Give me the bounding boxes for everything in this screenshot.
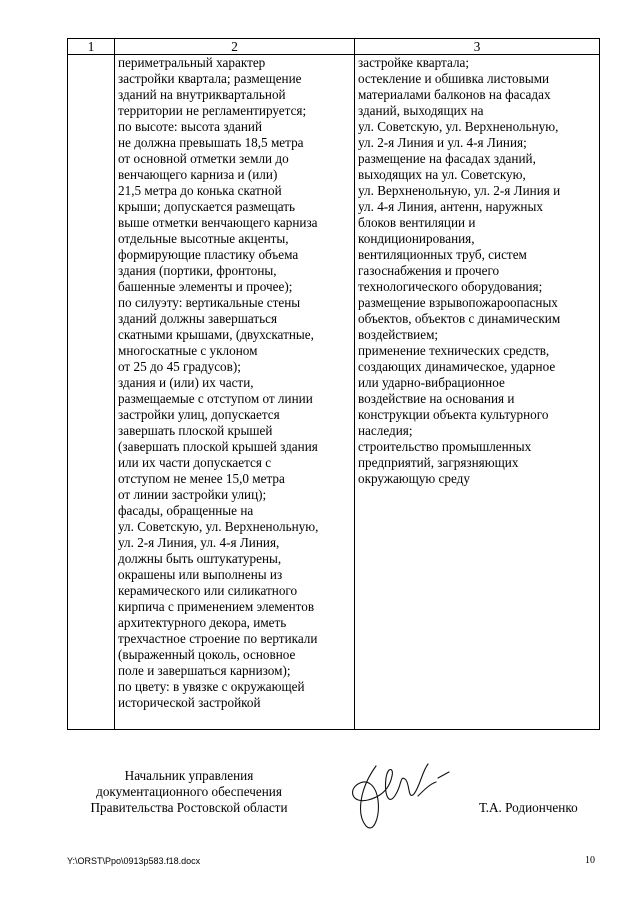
- page-number: 10: [585, 855, 595, 866]
- cell-text-line: размещение на фасадах зданий,: [358, 151, 536, 166]
- cell-text-line: (выраженный цоколь, основное: [118, 647, 296, 662]
- cell-text-line: предприятий, загрязняющих: [358, 455, 519, 470]
- cell-text-line: застройке квартала;: [358, 55, 470, 70]
- cell-text-line: размещаемые с отступом от линии: [118, 391, 313, 406]
- cell-text-line: газоснабжения и прочего: [358, 263, 500, 278]
- cell-text-line: башенные элементы и прочее);: [118, 279, 293, 294]
- cell-text-line: исторической застройкой: [118, 695, 261, 710]
- cell-text-line: зданий должны завершаться: [118, 311, 278, 326]
- handwritten-signature: [338, 756, 450, 836]
- cell-text-line: керамического или силикатного: [118, 583, 298, 598]
- cell-text-line: ул. Советскую, ул. Верхненольную,: [358, 119, 559, 134]
- signatory-title-line: Начальник управления: [124, 768, 254, 783]
- cell-text-line: застройки улиц, допускается: [118, 407, 280, 422]
- cell-text-line: от основной отметки земли до: [118, 151, 289, 166]
- cell-text-line: кондиционирования,: [358, 231, 475, 246]
- cell-text-line: скатными крышами, (двухскатные,: [118, 327, 314, 342]
- cell-text-line: вентиляционных труб, систем: [358, 247, 527, 262]
- cell-text-line: венчающего карниза и (или): [118, 167, 278, 182]
- cell-text-line: территории не регламентируется;: [118, 103, 307, 118]
- cell-text-line: кирпича с применением элементов: [118, 599, 315, 614]
- signatory-title-line: документационного обеспечения: [96, 784, 282, 799]
- file-path: Y:\ORST\Ppo\0913p583.f18.docx: [67, 856, 201, 866]
- cell-text-line: периметральный характер: [118, 55, 266, 70]
- cell-text-line: многоскатные с уклоном: [118, 343, 258, 358]
- column-header-2: 2: [115, 39, 355, 55]
- column-1-cell: [68, 55, 115, 730]
- cell-text-line: ул. Верхненольную, ул. 2-я Линия и: [358, 183, 561, 198]
- cell-text-line: трехчастное строение по вертикали: [118, 631, 318, 646]
- cell-text-line: ул. Советскую, ул. Верхненольную,: [118, 519, 319, 534]
- cell-text-line: конструкции объекта культурного: [358, 407, 549, 422]
- cell-text-line: размещение взрывопожароопасных: [358, 295, 558, 310]
- cell-text-line: окружающую среду: [358, 471, 470, 486]
- regulations-table: [67, 38, 600, 730]
- cell-text-line: здания (портики, фронтоны,: [118, 263, 277, 278]
- cell-text-line: архитектурного декора, иметь: [118, 615, 287, 630]
- cell-text-line: блоков вентиляции и: [358, 215, 476, 230]
- cell-text-line: не должна превышать 18,5 метра: [118, 135, 304, 150]
- cell-text-line: воздействием;: [358, 327, 439, 342]
- cell-text-line: остекление и обшивка листовыми: [358, 71, 550, 86]
- cell-text-line: по цвету: в увязке с окружающей: [118, 679, 305, 694]
- cell-text-line: завершать плоской крышей: [118, 423, 273, 438]
- cell-text-line: крыши; допускается размещать: [118, 199, 296, 214]
- cell-text-line: фасады, обращенные на: [118, 503, 254, 518]
- cell-text-line: от 25 до 45 градусов);: [118, 359, 241, 374]
- signatory-title: [74, 768, 304, 816]
- column-header-1: 1: [68, 39, 115, 55]
- cell-text-line: по силуэту: вертикальные стены: [118, 295, 301, 310]
- column-header-3: 3: [355, 39, 600, 55]
- cell-text-line: создающих динамическое, ударное: [358, 359, 556, 374]
- signer-name: Т.А. Родионченко: [479, 800, 578, 815]
- cell-text-line: по высоте: высота зданий: [118, 119, 263, 134]
- cell-text-line: поле и завершаться карнизом);: [118, 663, 291, 678]
- cell-text-line: наследия;: [358, 423, 413, 438]
- cell-text-line: выходящих на ул. Советскую,: [358, 167, 526, 182]
- cell-text-line: ул. 2-я Линия и ул. 4-я Линия;: [358, 135, 527, 150]
- cell-text-line: строительство промышленных: [358, 439, 532, 454]
- cell-text-line: объектов, объектов с динамическим: [358, 311, 561, 326]
- cell-text-line: застройки квартала; размещение: [118, 71, 302, 86]
- cell-text-line: окрашены или выполнены из: [118, 567, 283, 582]
- cell-text-line: ул. 2-я Линия, ул. 4-я Линия,: [118, 535, 280, 550]
- cell-text-line: 21,5 метра до конька скатной: [118, 183, 282, 198]
- cell-text-line: ул. 4-я Линия, антенн, наружных: [358, 199, 543, 214]
- cell-text-line: от линии застройки улиц);: [118, 487, 267, 502]
- table-header-row: [68, 39, 600, 55]
- cell-text-line: воздействие на основания и: [358, 391, 515, 406]
- signatory-title-line: Правительства Ростовской области: [90, 800, 288, 815]
- column-3-cell: [355, 55, 600, 730]
- cell-text-line: технологического оборудования;: [358, 279, 543, 294]
- cell-text-line: формирующие пластику объема: [118, 247, 299, 262]
- cell-text-line: зданий на внутриквартальной: [118, 87, 286, 102]
- cell-text-line: отступом не менее 15,0 метра: [118, 471, 285, 486]
- cell-text-line: здания и (или) их части,: [118, 375, 254, 390]
- cell-text-line: отдельные высотные акценты,: [118, 231, 289, 246]
- cell-text-line: должны быть оштукатурены,: [118, 551, 282, 566]
- table-row: [68, 55, 600, 730]
- cell-text-line: (завершать плоской крышей здания: [118, 439, 318, 454]
- cell-text-line: или ударно-вибрационное: [358, 375, 505, 390]
- cell-text-line: или их части допускается с: [118, 455, 272, 470]
- cell-text-line: применение технических средств,: [358, 343, 550, 358]
- cell-text-line: выше отметки венчающего карниза: [118, 215, 318, 230]
- cell-text-line: зданий, выходящих на: [358, 103, 484, 118]
- column-2-cell: [115, 55, 355, 730]
- cell-text-line: материалами балконов на фасадах: [358, 87, 551, 102]
